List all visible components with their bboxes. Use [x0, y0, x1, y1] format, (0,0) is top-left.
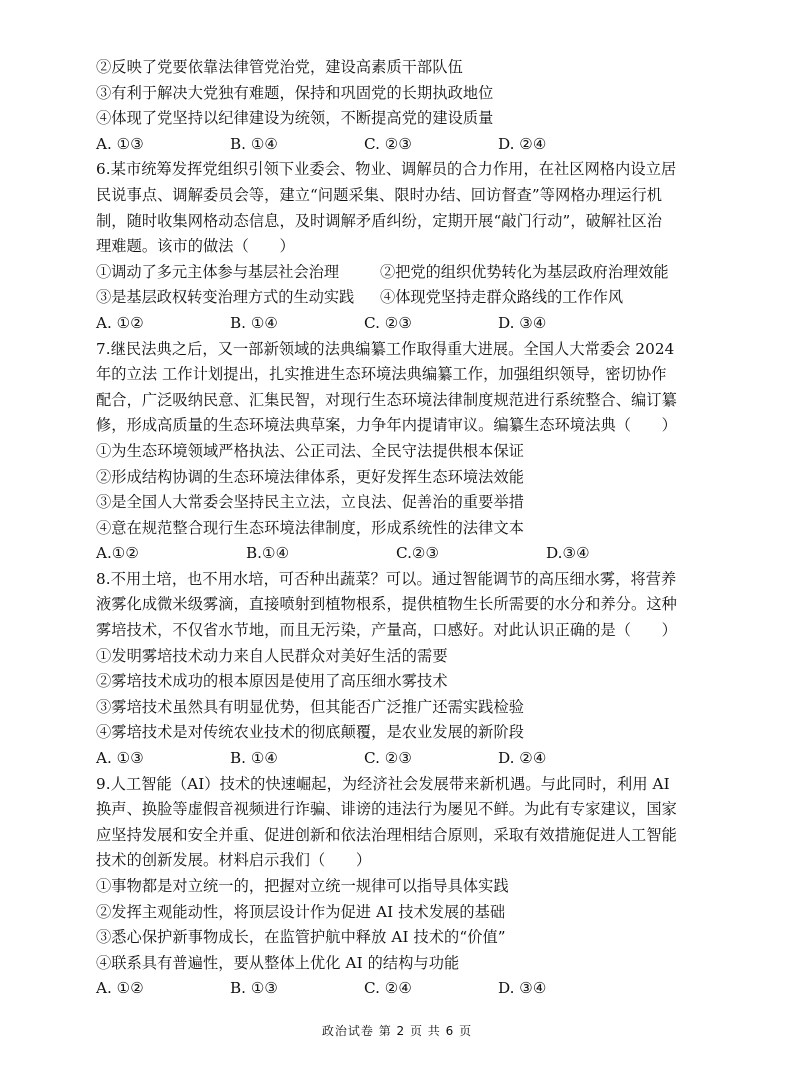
option-1: ①调动了多元主体参与基层社会治理	[96, 262, 339, 281]
question-6	[96, 157, 696, 336]
answer-choice-b[interactable]: B. ①④	[230, 134, 279, 153]
answer-choice-d[interactable]: D.③④	[546, 544, 590, 563]
answer-choice-a[interactable]: A. ①③	[96, 134, 144, 153]
answer-choice-a[interactable]: A. ①②	[96, 979, 144, 998]
question-text-line: 液雾化成微米级雾滴，直接喷射到植物根系，提供植物生长所需要的水分和养分。这种	[96, 595, 677, 614]
answer-choice-b[interactable]: B. ①④	[230, 749, 279, 768]
question-text-line: 技术的创新发展。材料启示我们（ ）	[96, 851, 372, 870]
question-text-line: 配合，广泛吸纳民意、汇集民智，对现行生态环境法律制度规范进行系统整合、编订纂	[96, 390, 677, 409]
page-footer: 政治试卷 第 2 页 共 6 页	[321, 1024, 473, 1038]
question-8	[96, 567, 696, 772]
q5-answer-choices	[96, 132, 696, 158]
option-row	[96, 285, 696, 311]
question-9	[96, 772, 696, 1002]
option-2: ②形成结构协调的生态环境法律体系，更好发挥生态环境法效能	[96, 467, 525, 486]
option-line: ④体现了党坚持以纪律建设为统领，不断提高党的建设质量	[96, 109, 494, 128]
answer-choice-b[interactable]: B. ①④	[230, 313, 279, 332]
question-text-line: 8.不用土培，也不用水培，可否种出蔬菜？可以。通过智能调节的高压细水雾，将营养	[96, 569, 677, 588]
answer-choice-b[interactable]: B. ①③	[230, 979, 279, 998]
question-text-line: 换声、换脸等虚假音视频进行诈骗、诽谤的违法行为屡见不鲜。为此有专家建议，国家	[96, 800, 677, 819]
question-text-line: 应坚持发展和安全并重、促进创新和依法治理相结合原则，采取有效措施促进人工智能	[96, 825, 677, 844]
question-text-line: 理难题。该市的做法（ ）	[96, 237, 295, 256]
answer-choice-d[interactable]: D. ②④	[498, 134, 547, 153]
option-line: ②反映了党要依靠法律管党治党，建设高素质干部队伍	[96, 58, 463, 76]
answer-choice-a[interactable]: A. ①②	[96, 313, 144, 332]
question-text-line: 7.继民法典之后，又一部新领域的法典编纂工作取得重大进展。全国人大常委会 2024	[96, 339, 675, 358]
option-1: ①发明雾培技术动力来自人民群众对美好生活的需要	[96, 646, 448, 665]
option-4: ④意在规范整合现行生态环境法律制度，形成系统性的法律文本	[96, 518, 525, 537]
question-text-line: 年的立法 工作计划提出，扎实推进生态环境法典编纂工作，加强组织领导，密切协作	[96, 365, 667, 384]
q7-answer-choices	[96, 541, 696, 567]
option-row	[96, 260, 696, 286]
option-1: ①事物都是对立统一的，把握对立统一规律可以指导具体实践	[96, 877, 509, 895]
option-3: ③雾培技术虽然具有明显优势，但其能否广泛推广还需实践检验	[96, 697, 525, 716]
option-4: ④联系具有普遍性，要从整体上优化 AI 的结构与功能	[96, 953, 460, 972]
option-2: ②把党的组织优势转化为基层政府治理效能	[380, 262, 669, 281]
option-4: ④雾培技术是对传统农业技术的彻底颠覆，是农业发展的新阶段	[96, 723, 525, 742]
question-text-line: 6.某市统筹发挥党组织引领下业委会、物业、调解员的合力作用，在社区网格内设立居	[96, 160, 677, 179]
answer-choice-d[interactable]: D. ③④	[498, 313, 547, 332]
answer-choice-a[interactable]: A.①②	[96, 544, 140, 563]
option-line: ③有利于解决大党独有难题，保持和巩固党的长期执政地位	[96, 83, 494, 102]
question-text-line: 修，形成高质量的生态环境法典草案，力争年内提请审议。编纂生态环境法典（ ）	[96, 416, 677, 435]
option-1: ①为生态环境领域严格执法、公正司法、全民守法提供根本保证	[96, 441, 525, 460]
question-text-line: 雾培技术，不仅省水节地，而且无污染，产量高，口感好。对此认识正确的是（ ）	[96, 621, 677, 640]
q8-answer-choices	[96, 746, 696, 772]
answer-choice-c[interactable]: C. ②④	[364, 979, 412, 998]
answer-choice-b[interactable]: B.①④	[246, 544, 290, 563]
option-3: ③悉心保护新事物成长，在监管护航中释放 AI 技术的“价值”	[96, 928, 506, 947]
answer-choice-c[interactable]: C. ②③	[364, 313, 412, 332]
question-text-line: 9.人工智能（AI）技术的快速崛起，为经济社会发展带来新机遇。与此同时，利用 AI	[96, 774, 670, 793]
q9-answer-choices	[96, 976, 696, 1002]
question-text-line: 制，随时收集网格动态信息，及时调解矛盾纠纷，定期开展“敲门行动”，破解社区治	[96, 211, 663, 230]
exam-content	[96, 55, 696, 1002]
answer-choice-c[interactable]: C. ②③	[364, 749, 412, 768]
option-3: ③是基层政权转变治理方式的生动实践	[96, 288, 355, 307]
answer-choice-d[interactable]: D. ②④	[498, 749, 547, 768]
answer-choice-d[interactable]: D. ③④	[498, 979, 547, 998]
q6-answer-choices	[96, 311, 696, 337]
answer-choice-c[interactable]: C. ②③	[364, 134, 412, 153]
answer-choice-a[interactable]: A. ①③	[96, 749, 144, 768]
option-3: ③是全国人大常委会坚持民主立法，立良法、促善治的重要举措	[96, 493, 525, 512]
option-4: ④体现党坚持走群众路线的工作作风	[380, 288, 623, 307]
option-2: ②发挥主观能动性，将顶层设计作为促进 AI 技术发展的基础	[96, 902, 506, 921]
option-2: ②雾培技术成功的根本原因是使用了高压细水雾技术	[96, 672, 448, 691]
question-7	[96, 337, 696, 567]
answer-choice-c[interactable]: C.②③	[396, 544, 440, 563]
question-text-line: 民说事点、调解委员会等，建立“问题采集、限时办结、回访督查”等网格办理运行机	[96, 185, 663, 204]
